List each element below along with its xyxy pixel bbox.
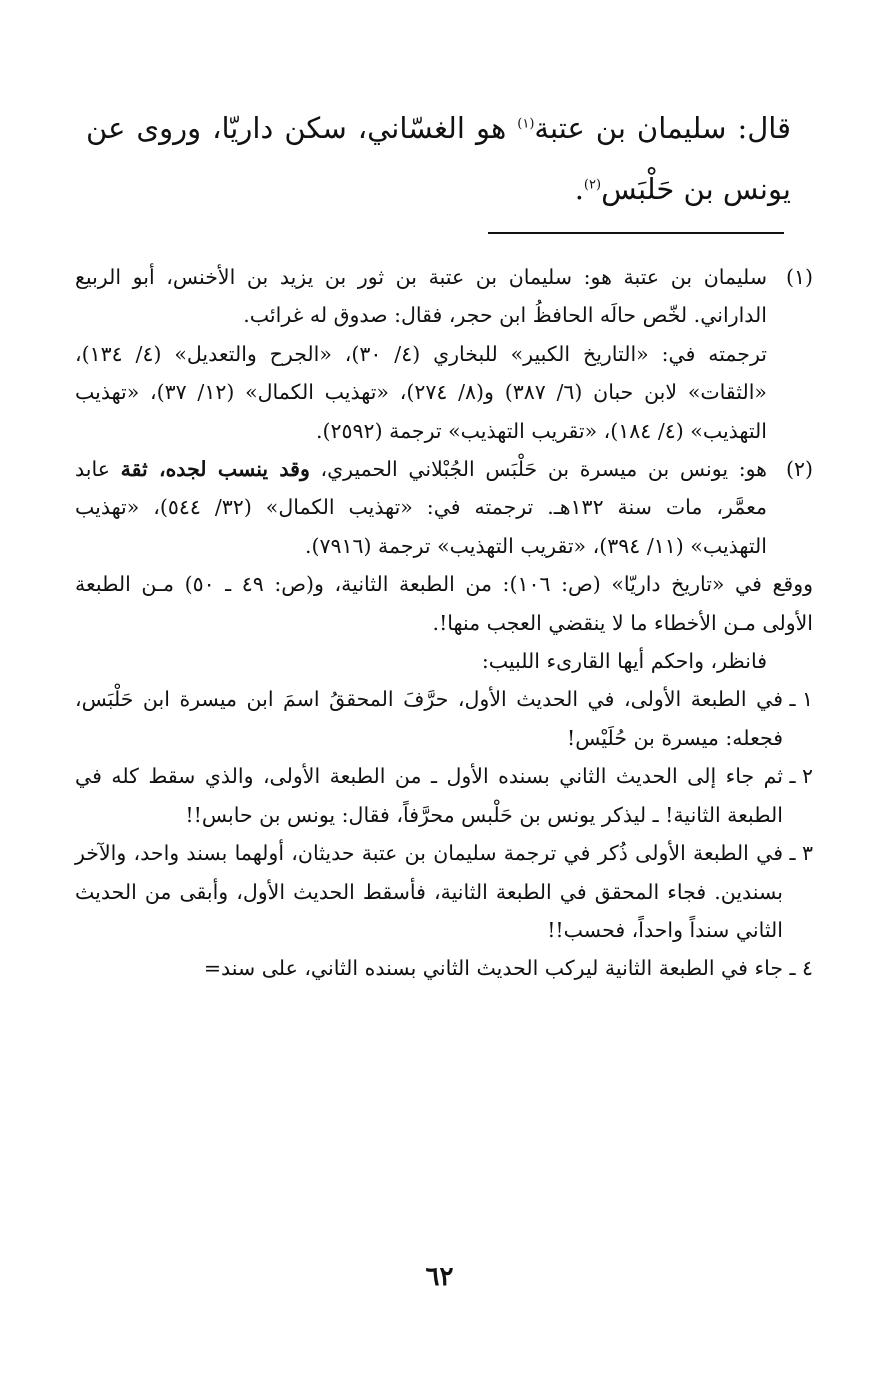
footnote-2-bold-text: وقد ينسب لجده، ثقة bbox=[120, 457, 310, 482]
footnote-1-para-1: سليمان بن عتبة هو: سليمان بن عتبة بن ثور بن يزيد بن الأخنس، أبو الربيع الداراني. لخّص حالَه الحافظُ ابن حجر، فقال: صدوق له غرائب. bbox=[75, 265, 767, 328]
footnote-1-marker: (١) bbox=[785, 265, 813, 289]
list-item-text: جاء في الطبعة الثانية ليركب الحديث الثاني بسنده الثاني، على سند= bbox=[203, 956, 783, 981]
list-item-number: ٣ ـ bbox=[789, 841, 813, 866]
list-item bbox=[75, 680, 813, 757]
footnote-ref-2[interactable]: (٢) bbox=[583, 177, 602, 193]
list-item bbox=[75, 949, 813, 987]
footnote-2 bbox=[75, 450, 813, 565]
list-item-number: ٢ ـ bbox=[789, 764, 813, 789]
footnote-2-para-3: فانظر، واحكم أيها القارىء اللبيب: bbox=[481, 649, 767, 674]
list-item-text: ثم جاء إلى الحديث الثاني بسنده الأول ـ من الطبعة الأولى، والذي سقط كله في الطبعة الثانية! ـ ليذكر يونس بن حَلْبس محرَّفاً، فقال: يونس بن حابس!! bbox=[75, 764, 783, 827]
main-text bbox=[86, 98, 791, 220]
footnote-2-para-2: ووقع في «تاريخ داريّا» (ص: ١٠٦): من الطبعة الثانية، و(ص: ٤٩ ـ ٥٠) مـن الطبعة الأولى مـن الأخطاء ما لا ينقضي العجب منها!. bbox=[75, 572, 814, 635]
footnote-1-para-2: ترجمته في: «التاريخ الكبير» للبخاري (٤/ ٣٠)، «الجرح والتعديل» (٤/ ١٣٤)، «الثقات» لابن حبان (٦/ ٣٨٧) و(٨/ ٢٧٤)، «تهذيب الكمال» (١٢/ ٣٧)، «تهذيب التهذيب» (٤/ ١٨٤)، «تقريب التهذيب» ترجمة (٢٥٩٢). bbox=[75, 341, 767, 443]
list-item bbox=[75, 834, 813, 949]
footnote-2-para-1 bbox=[75, 450, 767, 565]
footnote-2-para-1c: عابد معمَّر، مات سنة ١٣٢هـ. ترجمته في: «تهذيب الكمال» (٣٢/ ٥٤٤)، «تهذيب التهذيب» (١١/ ٣٩٤)، «تقريب التهذيب» ترجمة (٧٩١٦). bbox=[75, 457, 767, 558]
main-text-part1: قال: سليمان بن عتبة bbox=[534, 111, 792, 145]
list-item-number: ٤ ـ bbox=[789, 956, 813, 981]
main-text-part3: . bbox=[574, 172, 584, 206]
main-text-part2: هو الغسّاني، سكن داريّا، وروى عن يونس بن حَلْبَس bbox=[86, 111, 791, 206]
list-item-number: ١ ـ bbox=[789, 687, 813, 712]
footnote-separator bbox=[488, 232, 784, 234]
footnotes-section bbox=[75, 258, 813, 988]
footnote-2-para-1a: هو: يونس بن ميسرة بن حَلْبَس الجُبْلاني الحميري، bbox=[309, 457, 767, 482]
footnote-ref-1[interactable]: (١) bbox=[517, 116, 535, 132]
page-number: ٦٢ bbox=[425, 1262, 454, 1292]
footnote-1 bbox=[75, 258, 813, 450]
footnote-2-marker: (٢) bbox=[785, 457, 813, 482]
list-item-text: في الطبعة الأولى، في الحديث الأول، حرَّفَ المحققُ اسمَ ابن ميسرة ابن حَلْبَس، فجعله: ميسرة بن حُلَيْس! bbox=[75, 687, 783, 750]
list-item-text: في الطبعة الأولى ذُكر في ترجمة سليمان بن عتبة حديثان، أولهما بسند واحد، والآخر بسندين. فجاء المحقق في الطبعة الثانية، فأسقط الحديث الأول، وأبقى من الحديث الثاني سنداً واحداً، فحسب!! bbox=[75, 841, 783, 942]
list-item bbox=[75, 757, 813, 834]
